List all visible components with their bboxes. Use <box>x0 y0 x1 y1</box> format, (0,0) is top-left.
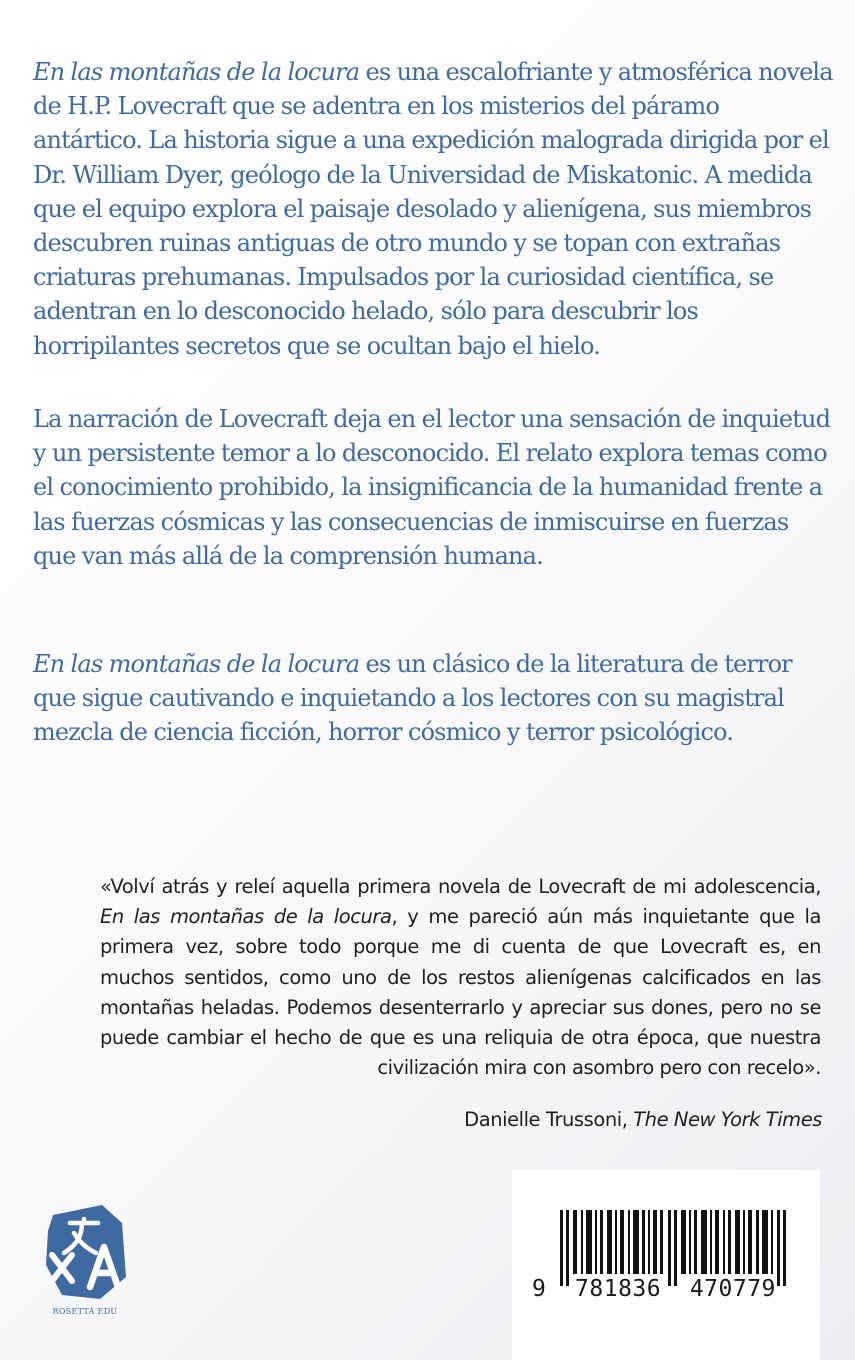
review-quote-text: , y me pareció aún más inquietante que la primera vez, sobre todo porque me di cuenta de que Lovecraft es, en muchos sentidos, como uno de los restos alienígenas calcificados en las montañas heladas. Podemos desenterrarlo y apreciar sus dones, pero no se puede cambiar el hecho de que es una reliquia de otra época, que nuestra civilización mira con asombro pero con recelo». <box>100 905 821 1080</box>
publisher-logo <box>40 1203 130 1328</box>
blurb-paragraph-1 <box>33 55 833 363</box>
blurb-paragraph-1-text: es una escalofriante y atmosférica novela de H.P. Lovecraft que se adentra en los misterios del páramo antártico. La historia sigue a una expedición malograda dirigida por el Dr. William Dyer, geólogo de la Universidad de Miskatonic. A medida que el equipo explora el paisaje desolado y alienígena, sus miembros descubren ruinas antiguas de otro mundo y se topan con extrañas criaturas prehumanas. Impulsados por la curiosidad científica, se adentran en lo desconocido helado, sólo para descubrir los horripilantes secretos que se ocultan bajo el hielo. <box>33 58 833 360</box>
blurb-paragraph-2: La narración de Lovecraft deja en el lector una sensación de inquietud y un persistente temor a lo desconocido. El relato explora temas como el conocimiento prohibido, la insignificancia de la humanidad frente a las fuerzas cósmicas y las consecuencias de inmiscuirse en fuerzas que van más allá de la comprensión humana. <box>33 405 831 570</box>
blurb-paragraph-3-text: es un clásico de la literatura de terror que sigue cautivando e inquietando a los lectores con su magistral mezcla de ciencia ficción, horror cósmico y terror psicológico. <box>33 650 792 747</box>
review-quote <box>100 872 821 1083</box>
book-title-italic: En las montañas de la locura <box>33 58 360 86</box>
back-cover-blurb <box>33 55 833 747</box>
publisher-name: ROSETTA EDU <box>52 1307 118 1316</box>
review-book-title: En las montañas de la locura <box>100 905 392 929</box>
review-author: Danielle Trussoni, <box>464 1108 634 1131</box>
book-title-italic: En las montañas de la locura <box>33 650 360 678</box>
translate-glyph-icon <box>40 1203 130 1307</box>
review-attribution <box>464 1108 822 1131</box>
isbn-barcode <box>512 1170 820 1360</box>
review-quote-text: «Volví atrás y releí aquella primera novela de Lovecraft de mi adolescencia, <box>100 875 821 898</box>
barcode-bars <box>560 1210 786 1286</box>
blurb-paragraph-3 <box>33 647 833 750</box>
review-source: The New York Times <box>633 1108 822 1131</box>
isbn-number: 9 781836 470779 <box>532 1276 776 1302</box>
